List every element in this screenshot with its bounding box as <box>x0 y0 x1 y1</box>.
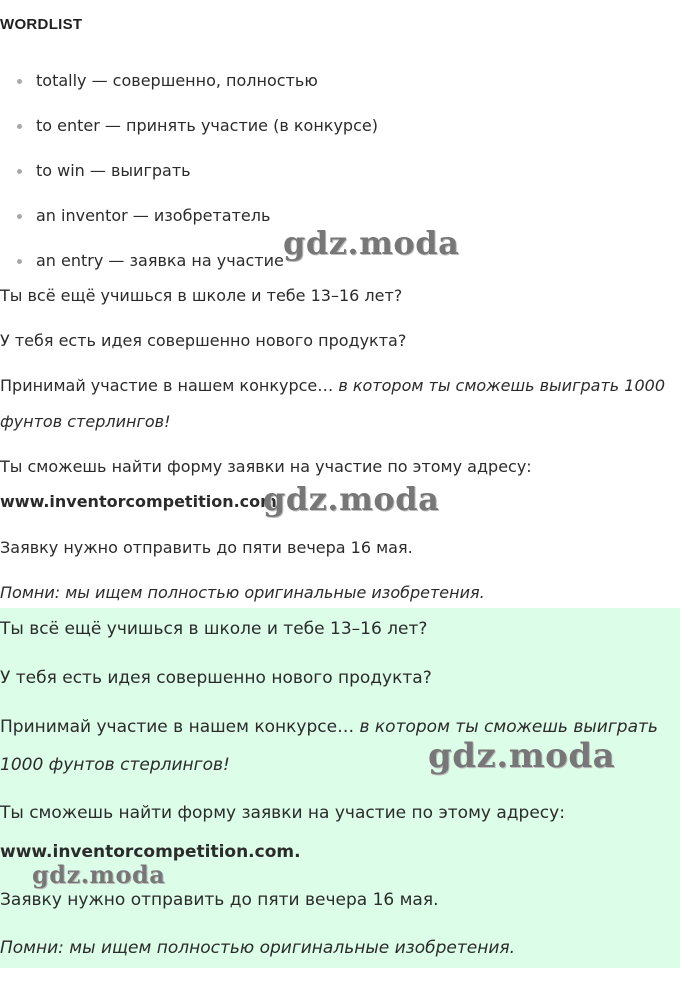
paragraph-remember <box>0 929 676 967</box>
remember-text: Помни: мы ищем полностью оригинальные изобретения. <box>0 583 485 602</box>
paragraph-competition <box>0 708 676 784</box>
wordlist <box>0 66 680 291</box>
translation-block <box>0 608 680 968</box>
paragraph-remember <box>0 575 676 611</box>
prize-text: в котором ты сможешь выиграть 1000 фунтов стерлингов! <box>0 376 665 431</box>
remember-text: Помни: мы ищем полностью оригинальные изобретения. <box>0 938 515 958</box>
list-item: to win — выиграть <box>0 156 680 201</box>
wordlist-heading: WORDLIST <box>0 16 83 33</box>
paragraph-form: Ты сможешь найти форму заявки на участие по этому адресу: <box>0 457 532 476</box>
paragraph-idea: У тебя есть идея совершенно нового продукта? <box>0 668 432 688</box>
list-item: totally — совершенно, полностью <box>0 66 680 111</box>
paragraph-age: Ты всё ещё учишься в школе и тебе 13–16 лет? <box>0 286 403 305</box>
paragraph-form: Ты сможешь найти форму заявки на участие по этому адресу: <box>0 803 565 823</box>
paragraph-deadline: Заявку нужно отправить до пяти вечера 16 мая. <box>0 538 413 557</box>
paragraph-competition <box>0 368 676 440</box>
paragraph-age: Ты всё ещё учишься в школе и тебе 13–16 лет? <box>0 619 428 639</box>
paragraph-idea: У тебя есть идея совершенно нового продукта? <box>0 331 407 350</box>
list-item: an inventor — изобретатель <box>0 201 680 246</box>
paragraph-deadline: Заявку нужно отправить до пяти вечера 16 мая. <box>0 890 439 910</box>
watermark: gdz.moda <box>263 480 440 518</box>
prize-text: в котором ты сможешь выиграть 1000 фунтов стерлингов! <box>0 717 658 775</box>
watermark: gdz.moda <box>283 224 460 262</box>
list-item: to enter — принять участие (в конкурсе) <box>0 111 680 156</box>
competition-link[interactable]: www.inventorcompetition.com. <box>0 842 301 862</box>
competition-text: Принимай участие в нашем конкурсе… <box>0 376 339 395</box>
competition-text: Принимай участие в нашем конкурсе… <box>0 717 360 737</box>
watermark: gdz.moda <box>428 736 616 776</box>
list-item: an entry — заявка на участие <box>0 246 680 291</box>
competition-link[interactable]: www.inventorcompetition.com. <box>0 492 283 511</box>
watermark: gdz.moda <box>32 860 166 889</box>
